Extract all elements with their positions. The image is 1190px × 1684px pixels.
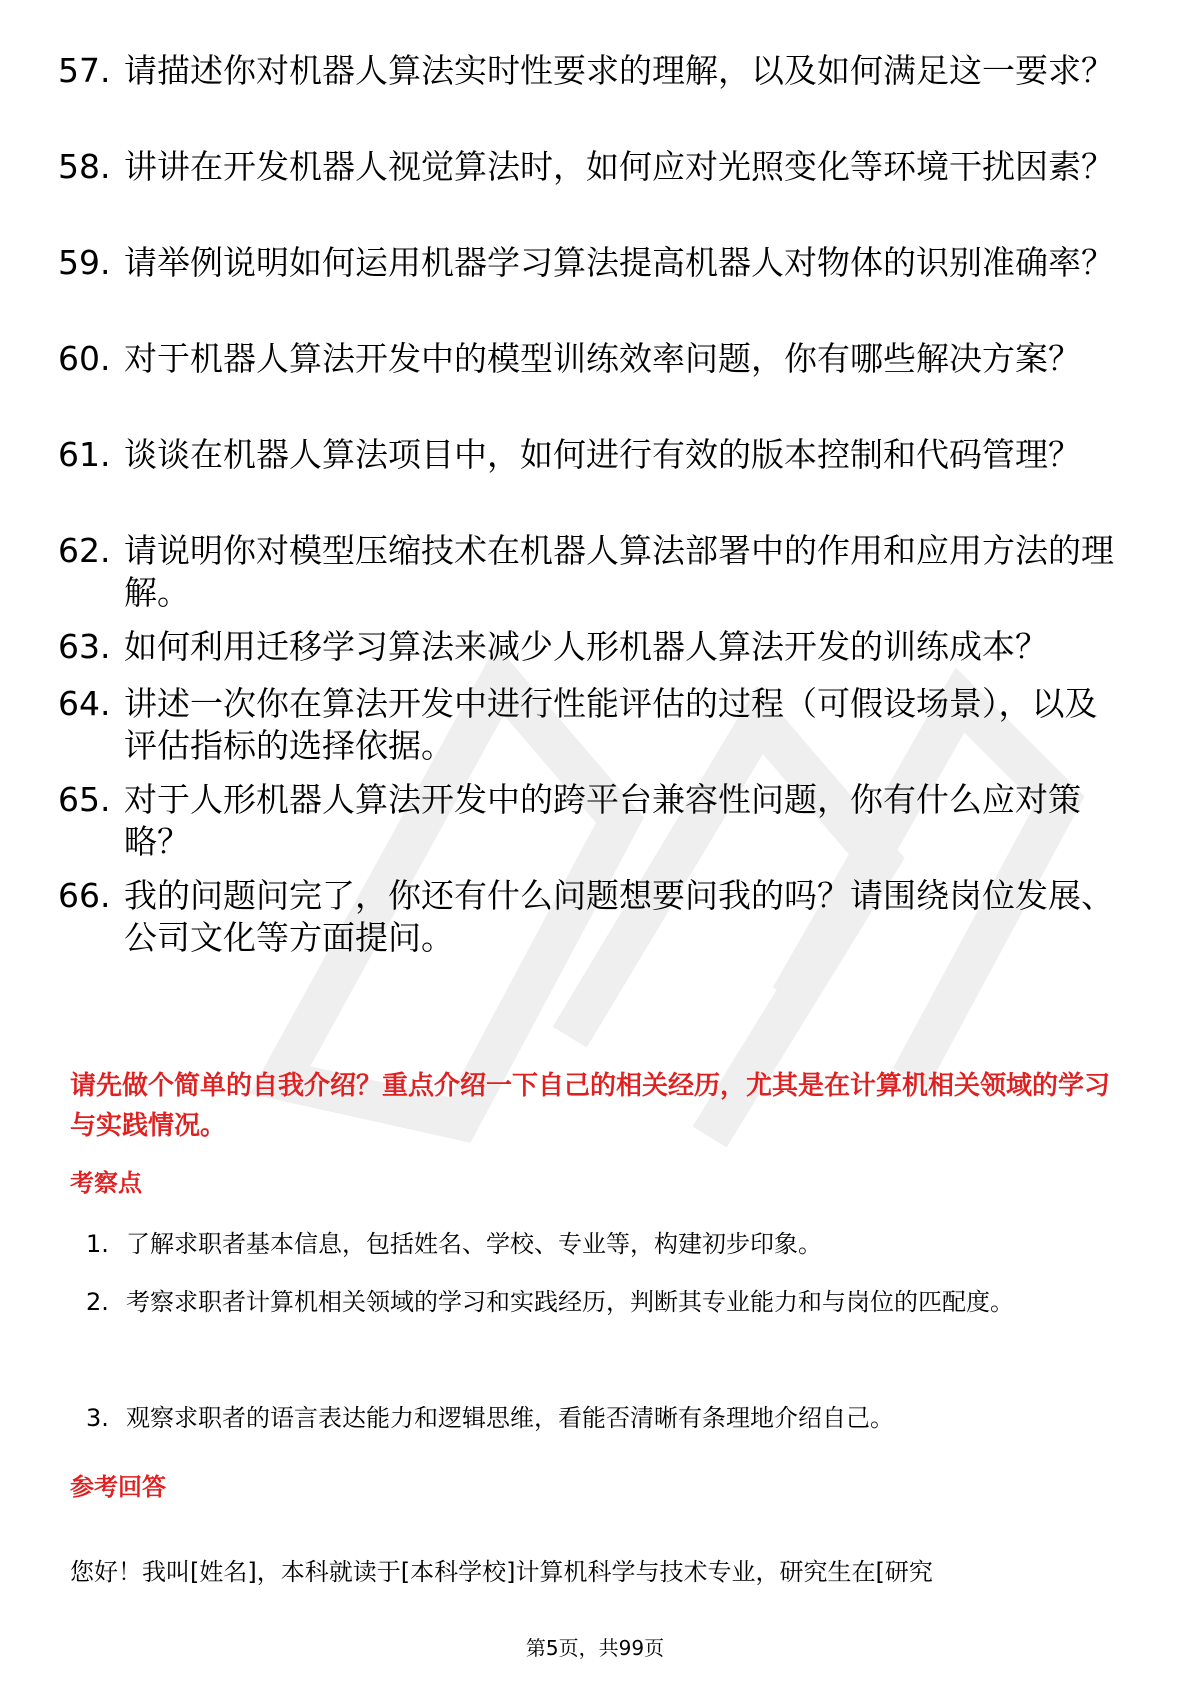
question-text: 请说明你对模型压缩技术在机器人算法部署中的作用和应用方法的理解。 [124, 531, 1114, 612]
list-item [58, 242, 1118, 284]
point-number: 2. [86, 1288, 109, 1316]
question-number: 57. [58, 51, 111, 90]
list-item [58, 626, 1118, 668]
question-text: 讲讲在开发机器人视觉算法时，如何应对光照变化等环境干扰因素？ [124, 147, 1114, 186]
list-item [58, 683, 1118, 767]
list-item [70, 1215, 1120, 1273]
question-number: 66. [58, 876, 111, 915]
question-text: 如何利用迁移学习算法来减少人形机器人算法开发的训练成本？ [124, 627, 1048, 666]
list-item [58, 875, 1118, 959]
question-number: 61. [58, 435, 111, 474]
point-text: 观察求职者的语言表达能力和逻辑思维，看能否清晰有条理地介绍自己。 [126, 1404, 894, 1432]
question-text: 请描述你对机器人算法实时性要求的理解，以及如何满足这一要求？ [124, 51, 1114, 90]
question-text: 讲述一次你在算法开发中进行性能评估的过程（可假设场景），以及评估指标的选择依据。 [124, 684, 1098, 765]
list-item [58, 434, 1118, 476]
list-item [70, 1389, 1120, 1447]
point-number: 1. [86, 1230, 109, 1258]
reference-answer-text: 您好！我叫[姓名]，本科就读于[本科学校]计算机科学与技术专业，研究生在[研究 [70, 1558, 933, 1586]
question-text: 我的问题问完了，你还有什么问题想要问我的吗？请围绕岗位发展、公司文化等方面提问。 [124, 876, 1114, 957]
reference-answer-title: 参考回答 [70, 1473, 166, 1501]
exam-points-title: 考察点 [70, 1169, 142, 1197]
question-text: 谈谈在机器人算法项目中，如何进行有效的版本控制和代码管理？ [124, 435, 1081, 474]
list-item [58, 338, 1118, 380]
list-item [58, 50, 1118, 92]
point-text: 了解求职者基本信息，包括姓名、学校、专业等，构建初步印象。 [126, 1230, 822, 1258]
list-item [58, 530, 1118, 614]
page-footer: 第5页，共99页 [525, 1636, 665, 1660]
question-text: 对于人形机器人算法开发中的跨平台兼容性问题，你有什么应对策略？ [124, 780, 1081, 861]
question-number: 59. [58, 243, 111, 282]
list-item [58, 146, 1118, 188]
question-number: 64. [58, 684, 111, 723]
question-text: 请举例说明如何运用机器学习算法提高机器人对物体的识别准确率？ [124, 243, 1114, 282]
point-number: 3. [86, 1404, 109, 1432]
question-number: 58. [58, 147, 111, 186]
question-text: 对于机器人算法开发中的模型训练效率问题，你有哪些解决方案？ [124, 339, 1081, 378]
question-number: 65. [58, 780, 111, 819]
interview-question-heading: 请先做个简单的自我介绍？重点介绍一下自己的相关经历，尤其是在计算机相关领域的学习与实践情况。 [70, 1071, 1111, 1141]
question-number: 60. [58, 339, 111, 378]
list-item [58, 779, 1118, 863]
point-text: 考察求职者计算机相关领域的学习和实践经历，判断其专业能力和与岗位的匹配度。 [126, 1288, 1014, 1316]
list-item [70, 1273, 1120, 1331]
question-number: 62. [58, 531, 111, 570]
question-number: 63. [58, 627, 111, 666]
